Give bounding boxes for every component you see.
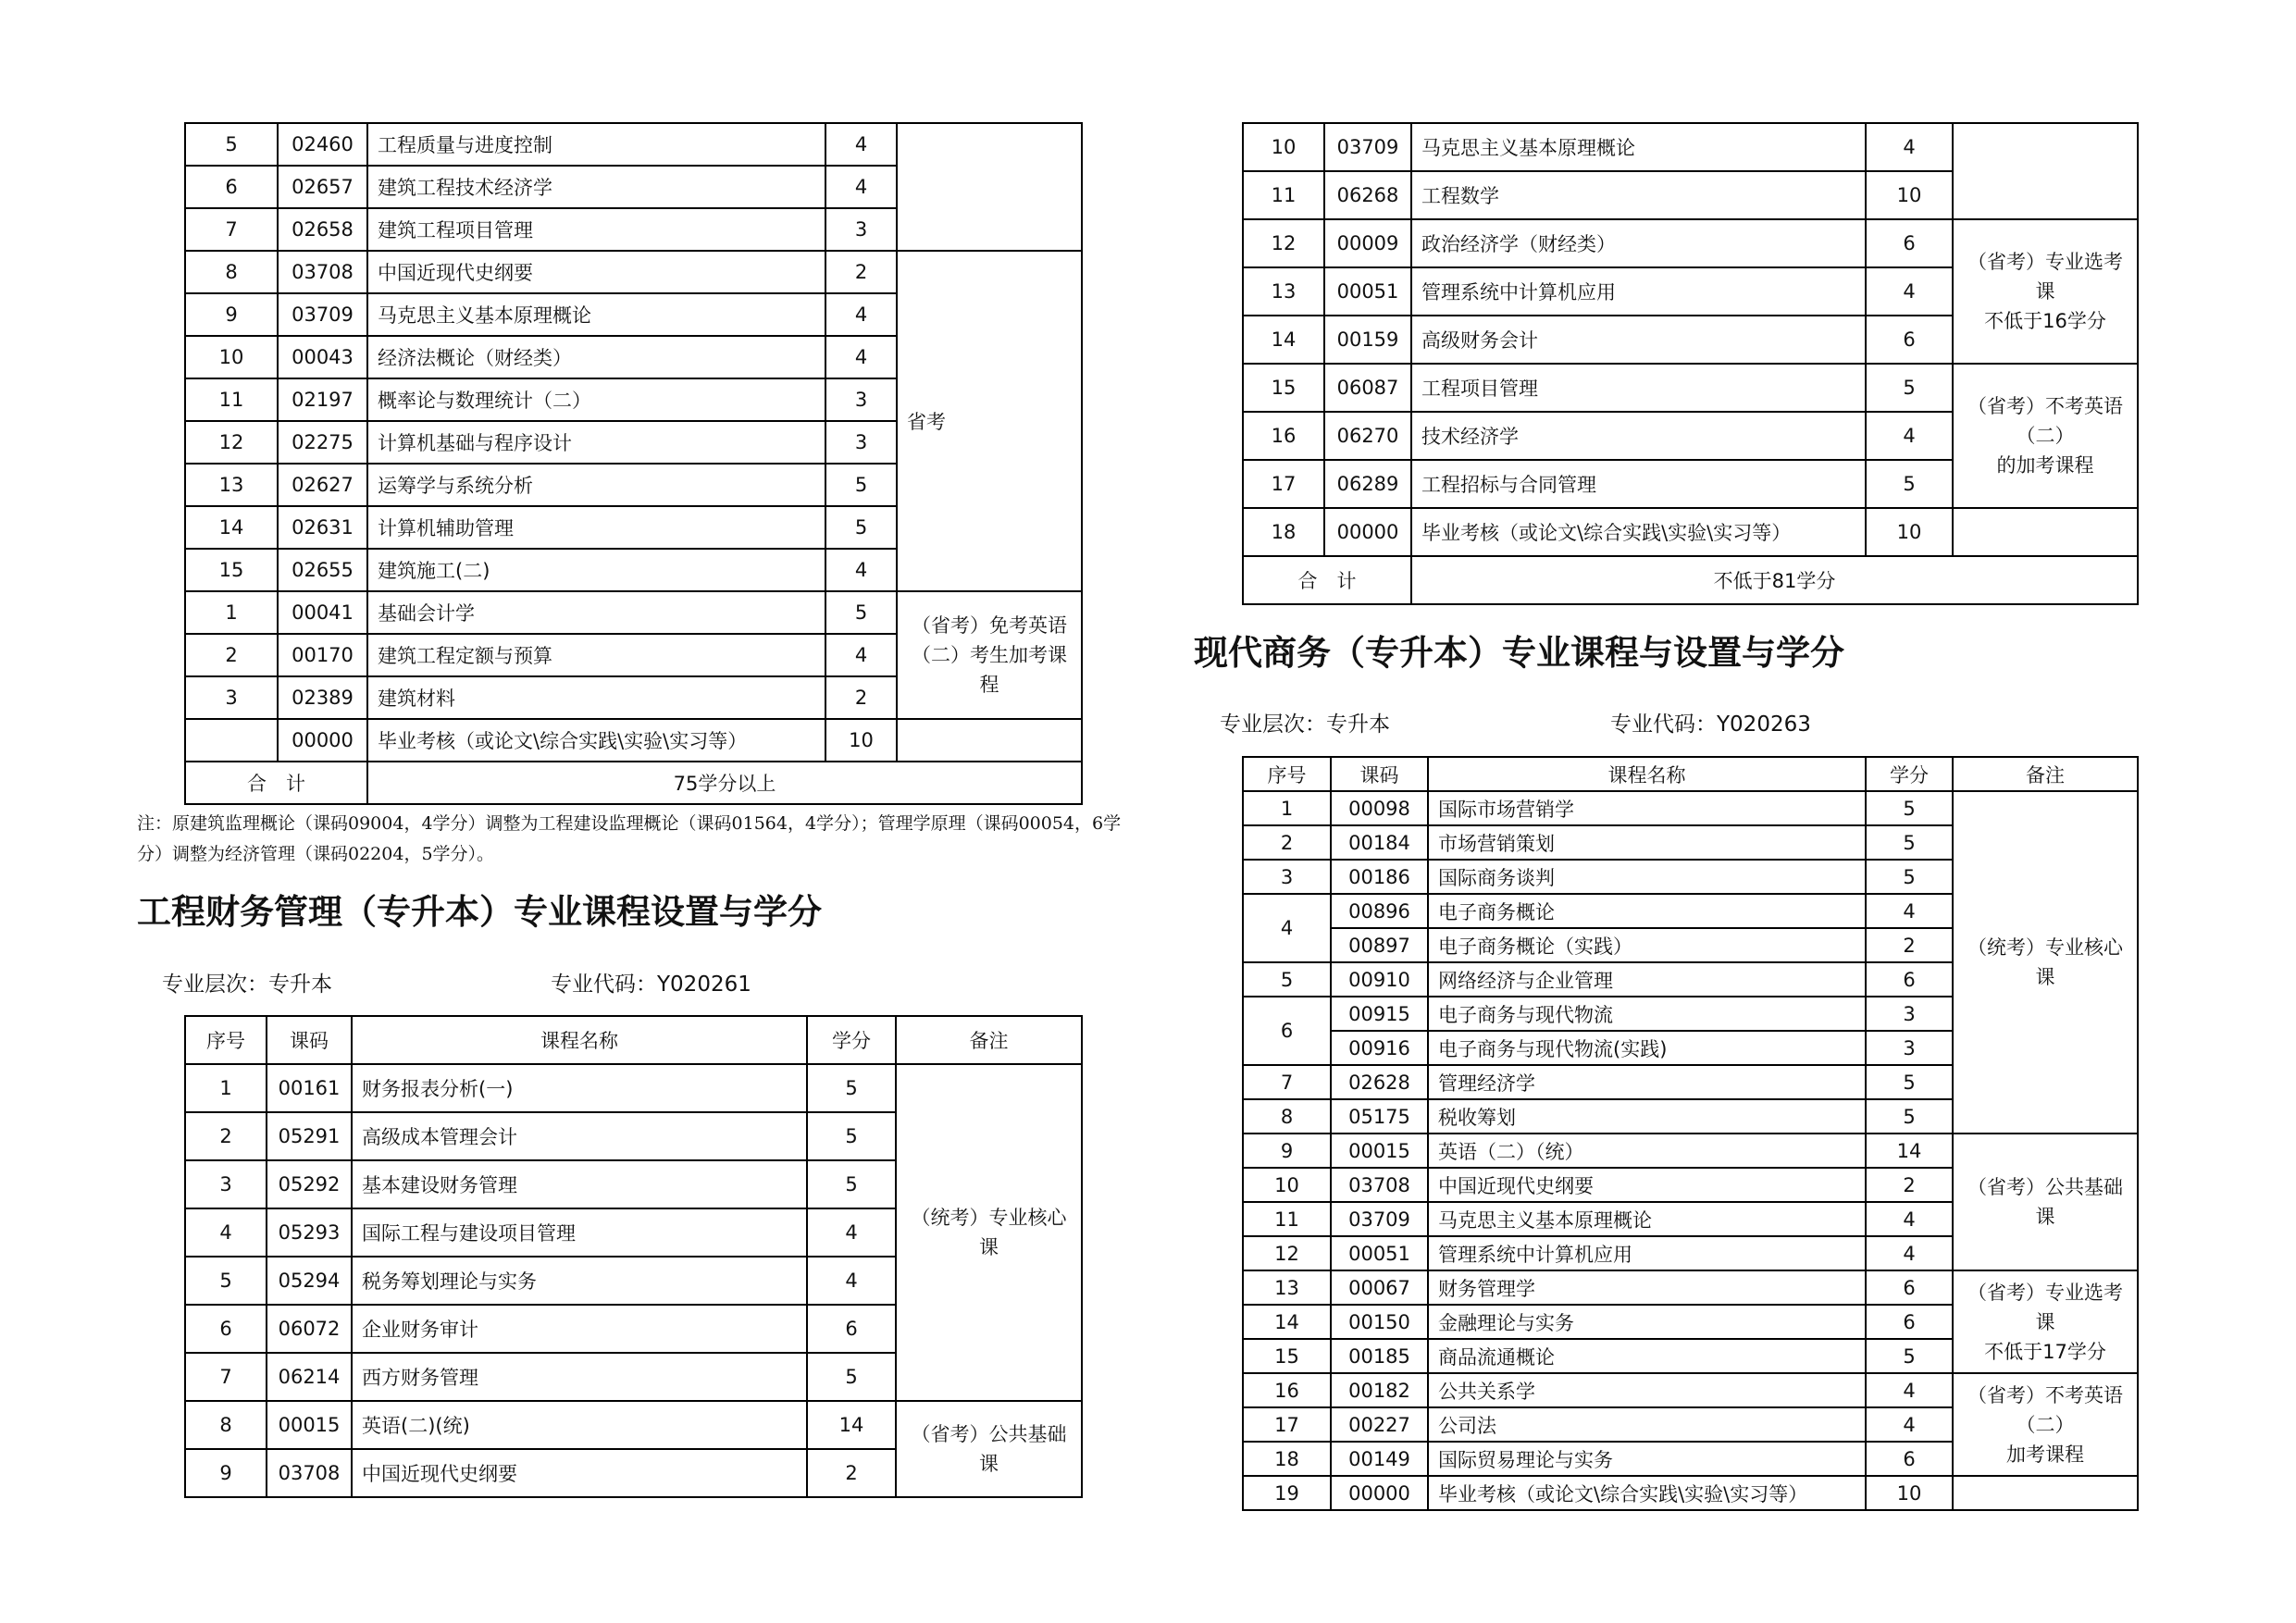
course-name: 毕业考核（或论文\综合实践\实验\实习等） bbox=[1411, 508, 1866, 556]
row-number: 1 bbox=[1243, 791, 1331, 825]
credit: 4 bbox=[825, 293, 897, 336]
header-code: 课码 bbox=[267, 1016, 352, 1064]
row-number: 12 bbox=[1243, 1236, 1331, 1270]
course-code: 00149 bbox=[1331, 1442, 1428, 1476]
course-code: 00910 bbox=[1331, 962, 1428, 997]
credit: 2 bbox=[807, 1449, 896, 1497]
course-name: 基本建设财务管理 bbox=[352, 1160, 807, 1208]
row-number: 17 bbox=[1243, 460, 1324, 508]
row-number: 11 bbox=[1243, 171, 1324, 219]
table-row bbox=[185, 123, 1082, 166]
table-row bbox=[1243, 123, 2138, 171]
table-row bbox=[185, 1401, 1082, 1449]
course-name: 管理系统中计算机应用 bbox=[1428, 1236, 1866, 1270]
course-name: 英语（二）（统） bbox=[1428, 1134, 1866, 1168]
course-code: 00000 bbox=[1331, 1476, 1428, 1510]
remark-cell bbox=[1953, 123, 2138, 219]
course-name: 工程项目管理 bbox=[1411, 364, 1866, 412]
course-code: 00897 bbox=[1331, 928, 1428, 962]
row-number: 7 bbox=[185, 208, 278, 251]
row-number: 19 bbox=[1243, 1476, 1331, 1510]
course-name: 电子商务概论（实践） bbox=[1428, 928, 1866, 962]
credit: 4 bbox=[825, 549, 897, 591]
remark-extra-exam bbox=[1953, 1373, 2138, 1476]
remark-elective-label: （省考）专业选考课 bbox=[1967, 251, 2123, 303]
table-row bbox=[1243, 1270, 2138, 1305]
course-name: 建筑材料 bbox=[367, 676, 825, 719]
course-code: 06087 bbox=[1324, 364, 1411, 412]
course-code: 02655 bbox=[278, 549, 367, 591]
course-name: 管理系统中计算机应用 bbox=[1411, 267, 1866, 316]
credit: 6 bbox=[1866, 219, 1953, 267]
credit: 4 bbox=[1866, 267, 1953, 316]
remark-elective-label: （省考）专业选考课 bbox=[1967, 1281, 2123, 1333]
remark-core-course: （统考）专业核心课 bbox=[896, 1064, 1082, 1401]
credit: 4 bbox=[825, 166, 897, 208]
course-code: 00000 bbox=[278, 719, 367, 762]
table-3 bbox=[1242, 122, 2139, 605]
row-number: 10 bbox=[185, 336, 278, 378]
credit: 2 bbox=[1866, 1168, 1953, 1202]
table-row bbox=[1243, 364, 2138, 412]
course-name: 建筑工程技术经济学 bbox=[367, 166, 825, 208]
course-name: 马克思主义基本原理概论 bbox=[1428, 1202, 1866, 1236]
row-number: 10 bbox=[1243, 123, 1324, 171]
course-name: 电子商务与现代物流 bbox=[1428, 997, 1866, 1031]
course-code: 05292 bbox=[267, 1160, 352, 1208]
table-row bbox=[1243, 791, 2138, 825]
row-number: 8 bbox=[185, 251, 278, 293]
row-number: 7 bbox=[185, 1353, 267, 1401]
course-name: 电子商务概论 bbox=[1428, 894, 1866, 928]
course-code: 02389 bbox=[278, 676, 367, 719]
course-code: 06268 bbox=[1324, 171, 1411, 219]
credit: 4 bbox=[1866, 1407, 1953, 1442]
course-code: 00041 bbox=[278, 591, 367, 634]
remark-extra-label-2: 的加考课程 bbox=[1996, 454, 2094, 477]
remark-public-course: （省考）公共基础课 bbox=[896, 1401, 1082, 1497]
course-name: 高级成本管理会计 bbox=[352, 1112, 807, 1160]
row-number: 14 bbox=[1243, 1305, 1331, 1339]
credit: 5 bbox=[807, 1064, 896, 1112]
row-number: 18 bbox=[1243, 508, 1324, 556]
remark-extra-exam bbox=[1953, 364, 2138, 508]
row-number: 14 bbox=[185, 506, 278, 549]
course-name: 建筑工程项目管理 bbox=[367, 208, 825, 251]
course-code: 00150 bbox=[1331, 1305, 1428, 1339]
header-name: 课程名称 bbox=[1428, 757, 1866, 791]
total-value: 75学分以上 bbox=[367, 762, 1082, 804]
row-number: 16 bbox=[1243, 412, 1324, 460]
row-number: 8 bbox=[1243, 1099, 1331, 1134]
credit: 4 bbox=[1866, 894, 1953, 928]
major-code: 专业代码：Y020263 bbox=[1610, 712, 1811, 737]
course-code: 02657 bbox=[278, 166, 367, 208]
course-name: 运筹学与系统分析 bbox=[367, 464, 825, 506]
header-row bbox=[1243, 757, 2138, 791]
course-code: 00182 bbox=[1331, 1373, 1428, 1407]
course-name: 政治经济学（财经类） bbox=[1411, 219, 1866, 267]
remark-cell bbox=[1953, 1476, 2138, 1510]
header-credit: 学分 bbox=[1866, 757, 1953, 791]
major-level: 专业层次：专升本 bbox=[162, 973, 332, 997]
row-number: 2 bbox=[1243, 825, 1331, 860]
course-code: 03709 bbox=[1324, 123, 1411, 171]
credit: 5 bbox=[1866, 1339, 1953, 1373]
credit: 6 bbox=[1866, 1270, 1953, 1305]
header-number: 序号 bbox=[185, 1016, 267, 1064]
row-number: 9 bbox=[185, 1449, 267, 1497]
course-code: 00916 bbox=[1331, 1031, 1428, 1065]
course-code: 00161 bbox=[267, 1064, 352, 1112]
total-row bbox=[185, 762, 1082, 804]
course-code: 02658 bbox=[278, 208, 367, 251]
course-code: 06289 bbox=[1324, 460, 1411, 508]
course-name: 国际工程与建设项目管理 bbox=[352, 1208, 807, 1257]
remark-extra-label: （省考）不考英语（二） bbox=[1967, 1383, 2123, 1436]
row-number: 1 bbox=[185, 1064, 267, 1112]
course-code: 05294 bbox=[267, 1257, 352, 1305]
remark-elective bbox=[1953, 219, 2138, 364]
course-name: 毕业考核（或论文\综合实践\实验\实习等） bbox=[1428, 1476, 1866, 1510]
row-number: 3 bbox=[185, 1160, 267, 1208]
course-name: 概率论与数理统计（二） bbox=[367, 378, 825, 421]
course-name: 建筑施工(二) bbox=[367, 549, 825, 591]
credit: 3 bbox=[1866, 997, 1953, 1031]
row-number: 6 bbox=[185, 166, 278, 208]
credit: 5 bbox=[1866, 825, 1953, 860]
course-name: 高级财务会计 bbox=[1411, 316, 1866, 364]
total-value: 不低于81学分 bbox=[1411, 556, 2138, 604]
course-name: 税收筹划 bbox=[1428, 1099, 1866, 1134]
course-name: 计算机基础与程序设计 bbox=[367, 421, 825, 464]
credit: 5 bbox=[825, 464, 897, 506]
row-number: 12 bbox=[185, 421, 278, 464]
row-number: 7 bbox=[1243, 1065, 1331, 1099]
credit: 3 bbox=[825, 421, 897, 464]
total-label: 合 计 bbox=[1243, 556, 1411, 604]
credit: 5 bbox=[1866, 364, 1953, 412]
course-name: 马克思主义基本原理概论 bbox=[1411, 123, 1866, 171]
row-number: 13 bbox=[185, 464, 278, 506]
remark-cell bbox=[897, 719, 1082, 762]
remark-elective bbox=[1953, 1270, 2138, 1373]
course-code: 02627 bbox=[278, 464, 367, 506]
major-level: 专业层次：专升本 bbox=[1220, 712, 1390, 737]
row-number: 1 bbox=[185, 591, 278, 634]
course-code: 06214 bbox=[267, 1353, 352, 1401]
course-code: 00043 bbox=[278, 336, 367, 378]
credit: 6 bbox=[1866, 1442, 1953, 1476]
course-name: 企业财务审计 bbox=[352, 1305, 807, 1353]
course-code: 03708 bbox=[278, 251, 367, 293]
course-name: 马克思主义基本原理概论 bbox=[367, 293, 825, 336]
credit: 4 bbox=[1866, 123, 1953, 171]
course-name: 国际贸易理论与实务 bbox=[1428, 1442, 1866, 1476]
row-number: 4 bbox=[185, 1208, 267, 1257]
course-code: 00185 bbox=[1331, 1339, 1428, 1373]
credit: 5 bbox=[825, 591, 897, 634]
course-name: 公共关系学 bbox=[1428, 1373, 1866, 1407]
table-2 bbox=[184, 1015, 1083, 1498]
credit: 5 bbox=[807, 1353, 896, 1401]
row-number: 6 bbox=[1243, 997, 1331, 1065]
course-code: 03709 bbox=[1331, 1202, 1428, 1236]
course-code: 00015 bbox=[1331, 1134, 1428, 1168]
course-name: 财务管理学 bbox=[1428, 1270, 1866, 1305]
course-name: 西方财务管理 bbox=[352, 1353, 807, 1401]
course-code: 00159 bbox=[1324, 316, 1411, 364]
credit: 4 bbox=[825, 336, 897, 378]
course-code: 05293 bbox=[267, 1208, 352, 1257]
credit: 2 bbox=[825, 251, 897, 293]
course-code: 02275 bbox=[278, 421, 367, 464]
row-number: 3 bbox=[1243, 860, 1331, 894]
table-row bbox=[185, 1064, 1082, 1112]
course-code: 06270 bbox=[1324, 412, 1411, 460]
credit: 6 bbox=[1866, 962, 1953, 997]
credit: 4 bbox=[1866, 1202, 1953, 1236]
course-name: 基础会计学 bbox=[367, 591, 825, 634]
course-name: 工程招标与合同管理 bbox=[1411, 460, 1866, 508]
row-number: 15 bbox=[1243, 364, 1324, 412]
row-number: 11 bbox=[185, 378, 278, 421]
course-name: 金融理论与实务 bbox=[1428, 1305, 1866, 1339]
course-code: 00170 bbox=[278, 634, 367, 676]
course-code: 00009 bbox=[1324, 219, 1411, 267]
table-row bbox=[185, 591, 1082, 634]
credit: 5 bbox=[807, 1112, 896, 1160]
credit: 2 bbox=[825, 676, 897, 719]
credit: 5 bbox=[1866, 791, 1953, 825]
course-code: 00915 bbox=[1331, 997, 1428, 1031]
course-name: 中国近现代史纲要 bbox=[367, 251, 825, 293]
course-name: 工程数学 bbox=[1411, 171, 1866, 219]
header-code: 课码 bbox=[1331, 757, 1428, 791]
course-code: 00051 bbox=[1324, 267, 1411, 316]
row-number: 12 bbox=[1243, 219, 1324, 267]
credit: 4 bbox=[825, 634, 897, 676]
course-code: 00186 bbox=[1331, 860, 1428, 894]
row-number: 14 bbox=[1243, 316, 1324, 364]
course-code: 00896 bbox=[1331, 894, 1428, 928]
course-name: 中国近现代史纲要 bbox=[352, 1449, 807, 1497]
table-row bbox=[185, 251, 1082, 293]
course-name: 国际商务谈判 bbox=[1428, 860, 1866, 894]
course-name: 电子商务与现代物流(实践) bbox=[1428, 1031, 1866, 1065]
course-name: 计算机辅助管理 bbox=[367, 506, 825, 549]
course-code: 00067 bbox=[1331, 1270, 1428, 1305]
credit: 4 bbox=[807, 1208, 896, 1257]
remark-provincial-exam: 省考 bbox=[897, 251, 1082, 591]
total-row bbox=[1243, 556, 2138, 604]
credit: 10 bbox=[1866, 1476, 1953, 1510]
course-code: 06072 bbox=[267, 1305, 352, 1353]
course-code: 05291 bbox=[267, 1112, 352, 1160]
course-code: 00227 bbox=[1331, 1407, 1428, 1442]
remark-extra-exam: （省考）免考英语（二）考生加考课程 bbox=[897, 591, 1082, 719]
row-number: 5 bbox=[185, 123, 278, 166]
remark-cell bbox=[897, 123, 1082, 251]
course-name: 经济法概论（财经类） bbox=[367, 336, 825, 378]
course-code: 00000 bbox=[1324, 508, 1411, 556]
table-row bbox=[1243, 508, 2138, 556]
credit: 4 bbox=[1866, 1236, 1953, 1270]
credit: 5 bbox=[1866, 860, 1953, 894]
course-name: 建筑工程定额与预算 bbox=[367, 634, 825, 676]
credit: 3 bbox=[1866, 1031, 1953, 1065]
remark-elective-min: 不低于16学分 bbox=[1984, 310, 2106, 332]
row-number: 2 bbox=[185, 634, 278, 676]
header-remark: 备注 bbox=[896, 1016, 1082, 1064]
row-number: 5 bbox=[185, 1257, 267, 1305]
remark-public-course: （省考）公共基础课 bbox=[1953, 1134, 2138, 1270]
credit: 10 bbox=[1866, 171, 1953, 219]
row-number: 2 bbox=[185, 1112, 267, 1160]
major-code: 专业代码：Y020261 bbox=[551, 973, 751, 997]
course-name: 国际市场营销学 bbox=[1428, 791, 1866, 825]
row-number: 15 bbox=[1243, 1339, 1331, 1373]
course-code: 00051 bbox=[1331, 1236, 1428, 1270]
remark-extra-label-2: 加考课程 bbox=[2006, 1443, 2084, 1466]
credit: 5 bbox=[1866, 1099, 1953, 1134]
course-name: 中国近现代史纲要 bbox=[1428, 1168, 1866, 1202]
remark-cell bbox=[1953, 508, 2138, 556]
row-number: 9 bbox=[185, 293, 278, 336]
course-name: 毕业考核（或论文\综合实践\实验\实习等） bbox=[367, 719, 825, 762]
course-name: 税务筹划理论与实务 bbox=[352, 1257, 807, 1305]
row-number: 5 bbox=[1243, 962, 1331, 997]
footnote: 注：原建筑监理概论（课码09004，4学分）调整为工程建设监理概论（课码01564，4学分）；管理学原理（课码00054，6学分）调整为经济管理（课码02204，5学分）。 bbox=[137, 813, 1122, 864]
credit: 5 bbox=[825, 506, 897, 549]
course-name: 网络经济与企业管理 bbox=[1428, 962, 1866, 997]
section-title: 现代商务（专升本）专业课程与设置与学分 bbox=[1194, 632, 1844, 673]
credit: 14 bbox=[807, 1401, 896, 1449]
course-code: 03708 bbox=[267, 1449, 352, 1497]
header-number: 序号 bbox=[1243, 757, 1331, 791]
remark-extra-label: （省考）不考英语（二） bbox=[1967, 395, 2123, 447]
table-row bbox=[1243, 1134, 2138, 1168]
credit: 5 bbox=[1866, 460, 1953, 508]
remark-elective-min: 不低于17学分 bbox=[1984, 1340, 2106, 1363]
credit: 2 bbox=[1866, 928, 1953, 962]
table-row bbox=[1243, 1476, 2138, 1510]
total-label: 合 计 bbox=[185, 762, 367, 804]
table-row bbox=[1243, 219, 2138, 267]
course-code: 02628 bbox=[1331, 1065, 1428, 1099]
course-name: 工程质量与进度控制 bbox=[367, 123, 825, 166]
course-name: 英语(二)(统) bbox=[352, 1401, 807, 1449]
course-name: 公司法 bbox=[1428, 1407, 1866, 1442]
course-name: 管理经济学 bbox=[1428, 1065, 1866, 1099]
course-code: 00098 bbox=[1331, 791, 1428, 825]
row-number: 8 bbox=[185, 1401, 267, 1449]
credit: 6 bbox=[807, 1305, 896, 1353]
credit: 10 bbox=[825, 719, 897, 762]
course-name: 商品流通概论 bbox=[1428, 1339, 1866, 1373]
row-number: 11 bbox=[1243, 1202, 1331, 1236]
row-number: 10 bbox=[1243, 1168, 1331, 1202]
row-number: 6 bbox=[185, 1305, 267, 1353]
row-number: 18 bbox=[1243, 1442, 1331, 1476]
credit: 14 bbox=[1866, 1134, 1953, 1168]
row-number: 3 bbox=[185, 676, 278, 719]
credit: 3 bbox=[825, 378, 897, 421]
table-row bbox=[185, 719, 1082, 762]
row-number: 17 bbox=[1243, 1407, 1331, 1442]
credit: 5 bbox=[807, 1160, 896, 1208]
course-code: 00015 bbox=[267, 1401, 352, 1449]
course-code: 03709 bbox=[278, 293, 367, 336]
table-4 bbox=[1242, 756, 2139, 1511]
table-row bbox=[1243, 1373, 2138, 1407]
credit: 4 bbox=[1866, 1373, 1953, 1407]
course-name: 市场营销策划 bbox=[1428, 825, 1866, 860]
course-code: 00184 bbox=[1331, 825, 1428, 860]
course-name: 技术经济学 bbox=[1411, 412, 1866, 460]
credit: 3 bbox=[825, 208, 897, 251]
credit: 4 bbox=[825, 123, 897, 166]
remark-core-course: （统考）专业核心课 bbox=[1953, 791, 2138, 1134]
credit: 6 bbox=[1866, 1305, 1953, 1339]
credit: 5 bbox=[1866, 1065, 1953, 1099]
header-credit: 学分 bbox=[807, 1016, 896, 1064]
row-number: 4 bbox=[1243, 894, 1331, 962]
credit: 10 bbox=[1866, 508, 1953, 556]
row-number: 15 bbox=[185, 549, 278, 591]
section-title: 工程财务管理（专升本）专业课程设置与学分 bbox=[137, 891, 822, 932]
course-name: 财务报表分析(一) bbox=[352, 1064, 807, 1112]
header-name: 课程名称 bbox=[352, 1016, 807, 1064]
table-1 bbox=[184, 122, 1083, 805]
credit: 6 bbox=[1866, 316, 1953, 364]
course-code: 02197 bbox=[278, 378, 367, 421]
course-code: 02631 bbox=[278, 506, 367, 549]
row-number bbox=[185, 719, 278, 762]
header-row bbox=[185, 1016, 1082, 1064]
credit: 4 bbox=[807, 1257, 896, 1305]
course-code: 03708 bbox=[1331, 1168, 1428, 1202]
row-number: 16 bbox=[1243, 1373, 1331, 1407]
row-number: 13 bbox=[1243, 267, 1324, 316]
row-number: 9 bbox=[1243, 1134, 1331, 1168]
row-number: 13 bbox=[1243, 1270, 1331, 1305]
credit: 4 bbox=[1866, 412, 1953, 460]
course-code: 05175 bbox=[1331, 1099, 1428, 1134]
course-code: 02460 bbox=[278, 123, 367, 166]
header-remark: 备注 bbox=[1953, 757, 2138, 791]
